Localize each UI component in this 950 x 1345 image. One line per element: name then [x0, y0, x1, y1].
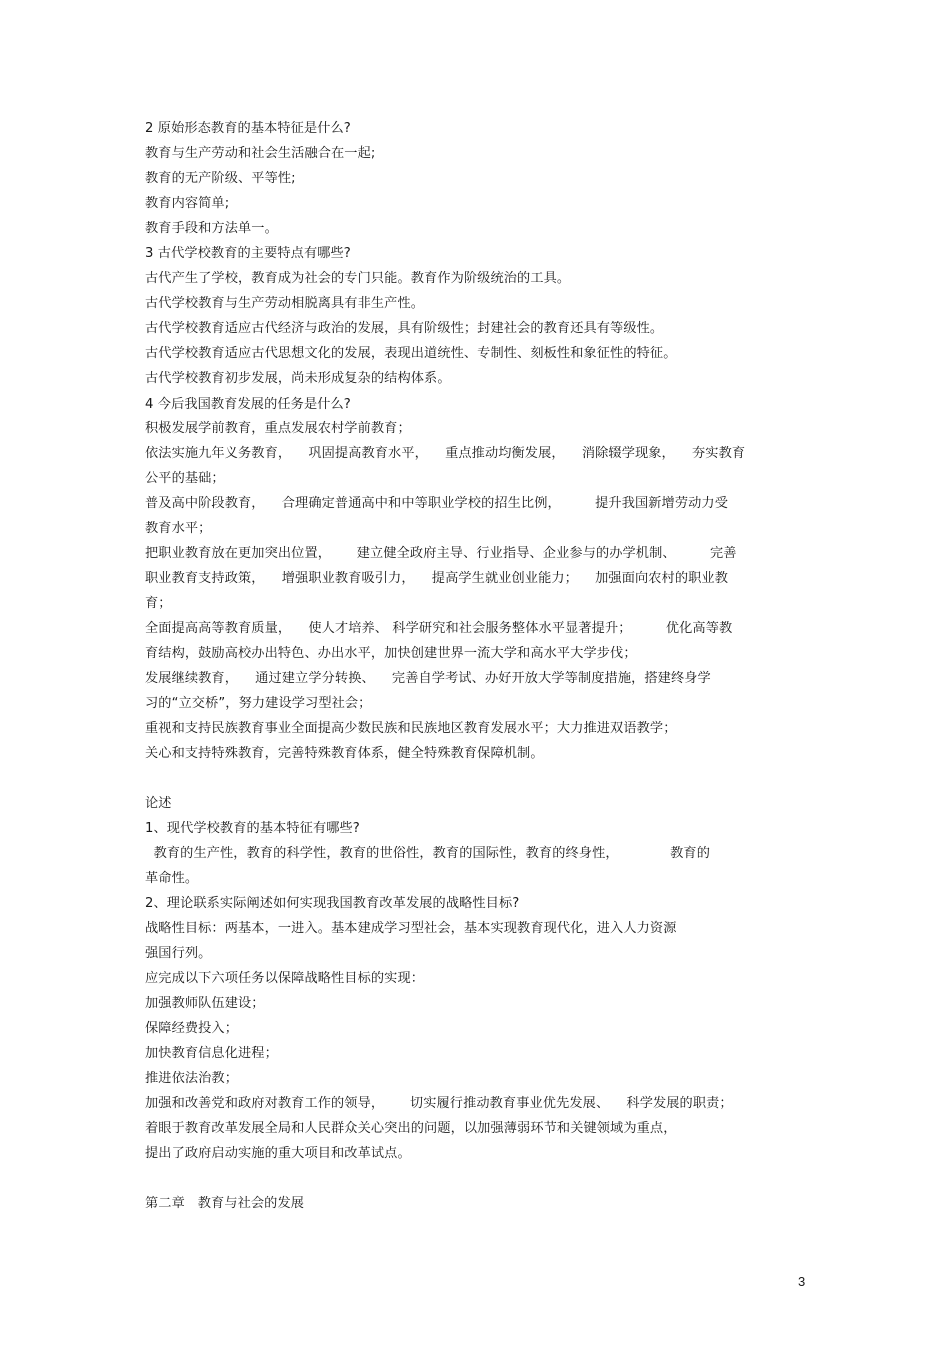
- answer-line: 古代产生了学校，教育成为社会的专门只能。教育作为阶级统治的工具。: [145, 271, 571, 286]
- answer-line: 教育水平；: [145, 521, 212, 536]
- question-heading: 2、理论联系实际阐述如何实现我国教育改革发展的战略性目标?: [145, 896, 520, 911]
- answer-line: 保障经费投入；: [145, 1021, 239, 1036]
- answer-line: 职业教育支持政策， 增强职业教育吸引力， 提高学生就业创业能力； 加强面向农村的职业教: [145, 571, 728, 586]
- answer-line: 着眼于教育改革发展全局和人民群众关心突出的问题，以加强薄弱环节和关键领域为重点，: [145, 1121, 677, 1136]
- answer-line: 应完成以下六项任务以保障战略性目标的实现：: [145, 971, 425, 986]
- answer-line: 教育与生产劳动和社会生活融合在一起;: [145, 146, 376, 161]
- answer-line: 古代学校教育适应古代思想文化的发展，表现出道统性、专制性、刻板性和象征性的特征。: [145, 346, 677, 361]
- answer-line: 教育内容简单;: [145, 196, 230, 211]
- answer-line: 强国行列。: [145, 946, 212, 961]
- answer-line: 战略性目标：两基本，一进入。基本建成学习型社会，基本实现教育现代化，进入人力资源: [145, 921, 677, 936]
- chapter-heading: 第二章 教育与社会的发展: [145, 1196, 305, 1211]
- answer-line: 依法实施九年义务教育， 巩固提高教育水平， 重点推动均衡发展， 消除辍学现象， 夯实教育: [145, 446, 746, 461]
- question-heading: 4 今后我国教育发展的任务是什么?: [145, 397, 351, 412]
- section-heading: 论述: [145, 796, 172, 811]
- answer-line: 发展继续教育， 通过建立学分转换、 完善自学考试、办好开放大学等制度措施，搭建终身学: [145, 671, 711, 686]
- page-number: 3: [798, 1274, 806, 1289]
- answer-line: 提出了政府启动实施的重大项目和改革试点。: [145, 1146, 411, 1161]
- answer-line: 古代学校教育适应古代经济与政治的发展，具有阶级性；封建社会的教育还具有等级性。: [145, 321, 664, 336]
- answer-line: 加快教育信息化进程；: [145, 1046, 278, 1061]
- answer-line: 习的“立交桥”，努力建设学习型社会；: [145, 696, 372, 711]
- answer-line: 重视和支持民族教育事业全面提高少数民族和民族地区教育发展水平；大力推进双语教学；: [145, 721, 677, 736]
- question-heading: 2 原始形态教育的基本特征是什么?: [145, 121, 351, 136]
- answer-line: 古代学校教育与生产劳动相脱离具有非生产性。: [145, 296, 425, 311]
- answer-line: 教育手段和方法单一。: [145, 221, 278, 236]
- answer-line: 育；: [145, 596, 172, 611]
- answer-line: 积极发展学前教育，重点发展农村学前教育；: [145, 421, 411, 436]
- answer-line: 关心和支持特殊教育，完善特殊教育体系，健全特殊教育保障机制。: [145, 746, 544, 761]
- answer-line: 教育的生产性，教育的科学性，教育的世俗性，教育的国际性，教育的终身性， 教育的: [145, 846, 711, 861]
- answer-line: 把职业教育放在更加突出位置， 建立健全政府主导、行业指导、企业参与的办学机制、 完善: [145, 546, 737, 561]
- answer-line: 加强和改善党和政府对教育工作的领导， 切实履行推动教育事业优先发展、 科学发展的职责；: [145, 1096, 733, 1111]
- answer-line: 全面提高高等教育质量， 使人才培养、 科学研究和社会服务整体水平显著提升； 优化高等教: [145, 621, 733, 636]
- answer-line: 加强教师队伍建设；: [145, 996, 265, 1011]
- answer-line: 普及高中阶段教育， 合理确定普通高中和中等职业学校的招生比例， 提升我国新增劳动力受: [145, 496, 728, 511]
- answer-line: 公平的基础；: [145, 471, 225, 486]
- question-heading: 1、现代学校教育的基本特征有哪些?: [145, 821, 360, 836]
- answer-line: 古代学校教育初步发展，尚未形成复杂的结构体系。: [145, 371, 451, 386]
- question-heading: 3 古代学校教育的主要特点有哪些?: [145, 246, 351, 261]
- answer-line: 育结构，鼓励高校办出特色、办出水平，加快创建世界一流大学和高水平大学步伐；: [145, 646, 637, 661]
- answer-line: 教育的无产阶级、平等性;: [145, 171, 296, 186]
- answer-line: 革命性。: [145, 871, 199, 886]
- answer-line: 推进依法治教；: [145, 1071, 239, 1086]
